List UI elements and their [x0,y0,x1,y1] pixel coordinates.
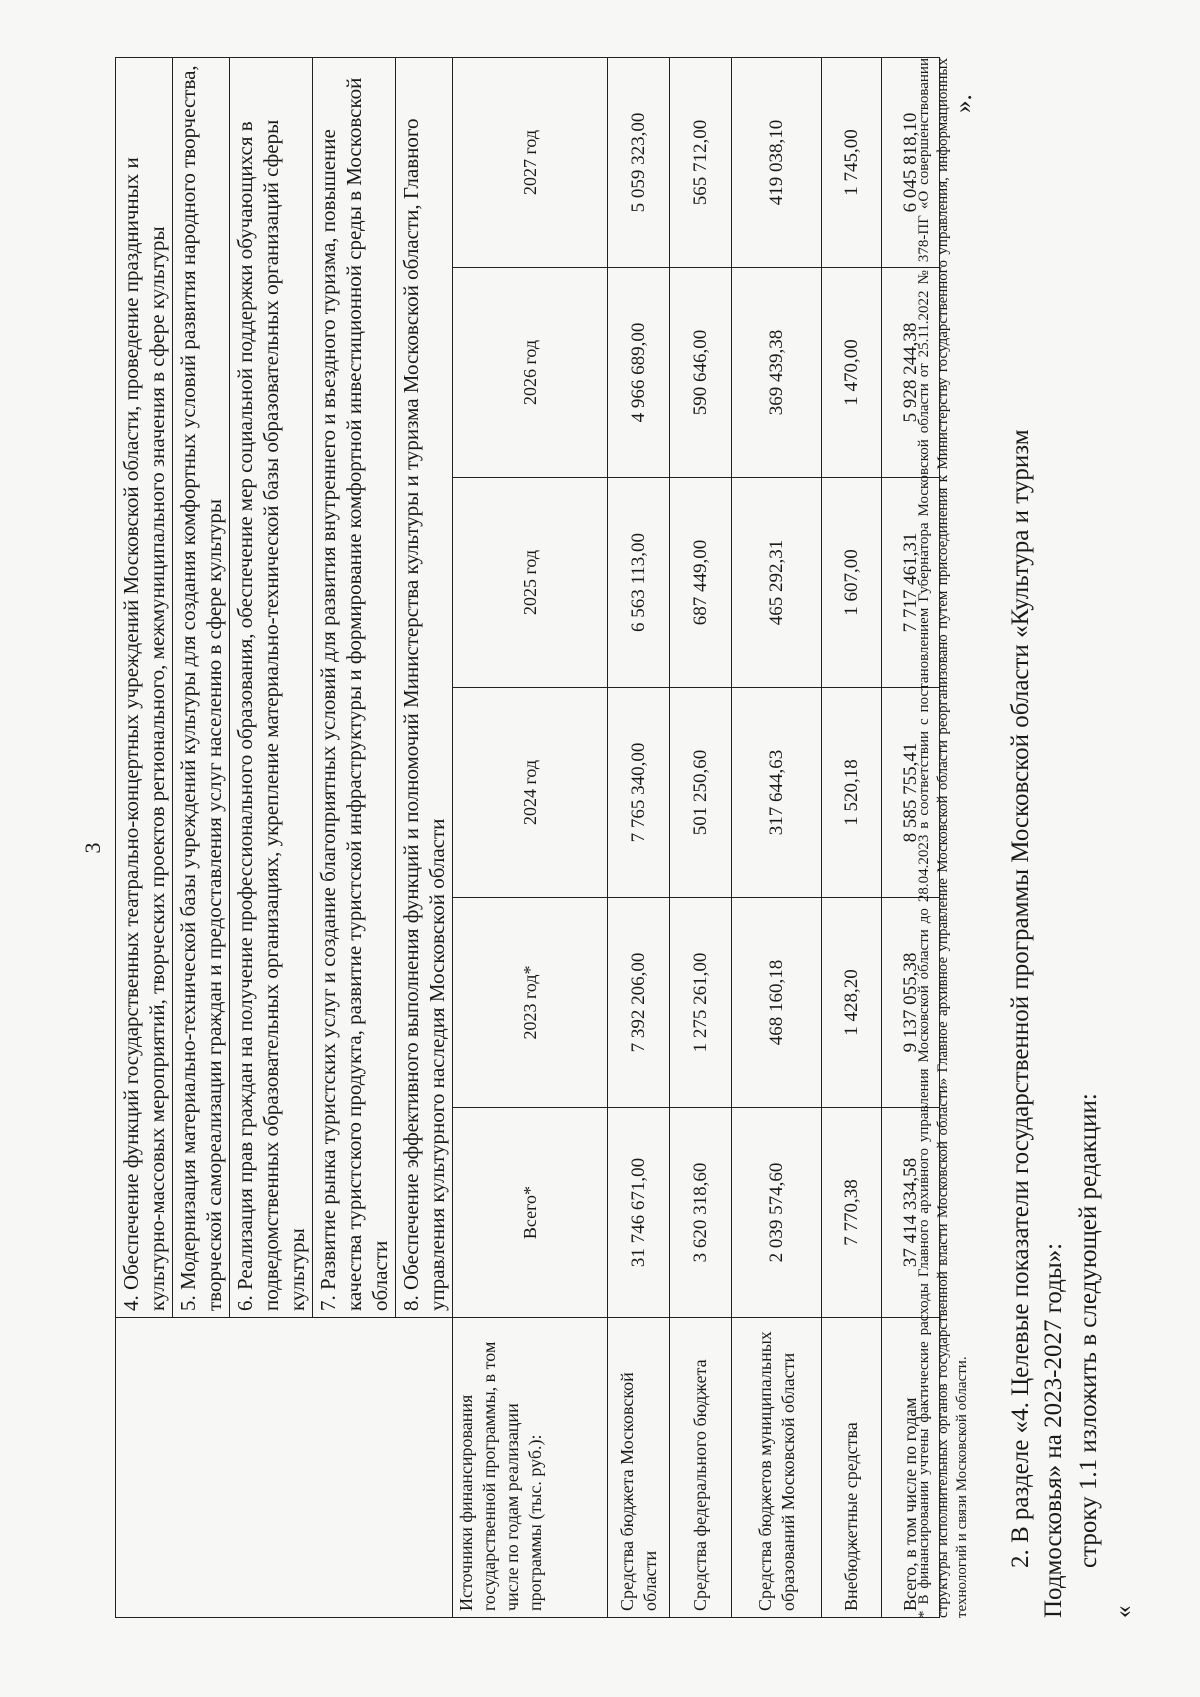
cell-value: 5 059 323,00 [608,57,670,267]
cell-value: 7 765 340,00 [608,688,670,898]
cell-value: 1 428,20 [822,898,882,1108]
program-table [115,57,940,1618]
table-row [822,57,882,1617]
task-6: 6. Реализация прав граждан на получение профессионального образования, обеспечение мер социальной поддержки обучающихся в подведомственных образовательных организациях, укрепление материально-технической базы образовательных организаций сферы культуры [230,57,313,1317]
cell-value: 419 038,10 [732,57,822,267]
cell-value: 590 646,00 [670,268,732,478]
cell-value: 687 449,00 [670,478,732,688]
header-2023: 2023 год* [453,898,608,1108]
cell-value: 9 137 055,38 [882,898,940,1108]
footnote: * В финансировании учтены фактические расходы Главного архивного управления Московской области до 28.04.2023 в соответствии с постановлением Губернатора Московской области от 25.11.2022 № 378-ПГ «О совершенствовании структуры исполнительных органов государственной власти Московской области» Главное архивное управление Московской области реорганизовано путем присоединения к Министерству государственного управления, информационных технологий и связи Московской области. [916,58,970,1618]
cell-value: 7 770,38 [822,1108,882,1318]
amendment-paragraph-cont: Подмосковья» на 2023-2027 годы»: [1040,1242,1067,1618]
cell-value: 2 039 574,60 [732,1108,822,1318]
table-row [608,57,670,1617]
cell-value: 468 160,18 [732,898,822,1108]
cell-value: 1 520,18 [822,688,882,898]
row-label: Средства бюджета Московской области [608,1318,670,1618]
cell-value: 1 275 261,00 [670,898,732,1108]
task-8: 8. Обеспечение эффективного выполнения функций и полномочий Министерства культуры и туризма Московской области, Главного управления культурного наследия Московской области [396,57,453,1317]
row-label: Внебюджетные средства [822,1318,882,1618]
page-number: 3 [80,842,105,854]
amendment-paragraph: 2. В разделе «4. Целевые показатели государственной программы Московской области «Культура и туризм [1007,429,1034,1568]
row-label: Всего, в том числе по годам [882,1318,940,1618]
cell-value: 37 414 334,58 [882,1108,940,1318]
cell-value: 4 966 689,00 [608,268,670,478]
cell-value: 6 045 818,10 [882,57,940,267]
cell-value: 5 928 244,38 [882,268,940,478]
cell-value: 501 250,60 [670,688,732,898]
task-4: 4. Обеспечение функций государственных театрально-концертных учреждений Московской области, проведение праздничных и культурно-массовых мероприятий, творческих проектов регионального, межмуниципального значения в сфере культуры [116,57,173,1317]
cell-value: 565 712,00 [670,57,732,267]
closing-quote: ». [950,94,977,113]
cell-value: 3 620 318,60 [670,1108,732,1318]
header-total: Всего* [453,1108,608,1318]
cell-value: 1 607,00 [822,478,882,688]
task-5: 5. Модернизация материально-технической базы учреждений культуры для создания комфортных условий развития народного творчества, творческой самореализации граждан и предоставления услуг населению в сфере культуры [173,57,230,1317]
header-2026: 2026 год [453,268,608,478]
header-2027: 2027 год [453,57,608,267]
task-7: 7. Развитие рынка туристских услуг и создание благоприятных условий для развития внутреннего и въездного туризма, повышение качества туристского продукта, развитие туристской инфраструктуры и формирование комфортной инвестиционной среды в Московской области [313,57,396,1317]
page-content [50,28,1150,1668]
cell-value: 369 439,38 [732,268,822,478]
cell-value: 1 745,00 [822,57,882,267]
funding-label: Источники финансирования государственной программы, в том числе по годам реализации программы (тыс. руб.): [453,1318,608,1618]
cell-value: 8 585 755,41 [882,688,940,898]
amendment-instruction: строку 1.1 изложить в следующей редакции: [1075,1093,1102,1568]
header-2024: 2024 год [453,688,608,898]
document-sheet [50,28,1150,1668]
cell-value: 7 392 206,00 [608,898,670,1108]
row-label: Средства федерального бюджета [670,1318,732,1618]
cell-value: 317 644,63 [732,688,822,898]
row-label: Средства бюджетов муниципальных образований Московской области [732,1318,822,1618]
cell-value: 31 746 671,00 [608,1108,670,1318]
opening-quote: « [1110,1605,1137,1618]
table-row [732,57,822,1617]
cell-value: 465 292,31 [732,478,822,688]
cell-value: 1 470,00 [822,268,882,478]
cell-value: 6 563 113,00 [608,478,670,688]
empty-label-cell [116,1318,453,1618]
header-2025: 2025 год [453,478,608,688]
cell-value: 7 717 461,31 [882,478,940,688]
table-row [670,57,732,1617]
